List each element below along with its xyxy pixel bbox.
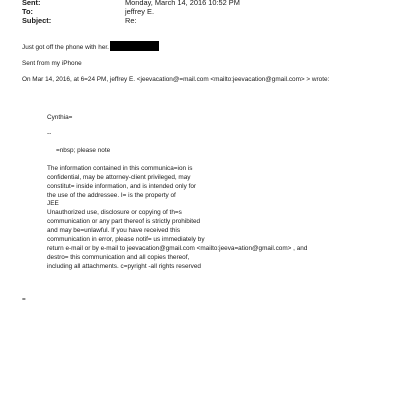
disclaimer-line: destro= this communication and all copies thereof, xyxy=(47,254,190,261)
disclaimer-line: The information contained in this communica=ion is xyxy=(47,165,193,172)
subject-label: Subject: xyxy=(22,16,52,25)
to-label: To: xyxy=(22,7,33,16)
disclaimer-line: confidential, may be attorney-client privileged, may xyxy=(47,174,191,181)
disclaimer-line: Unauthorized use, disclosure or copying of th=s xyxy=(47,209,182,216)
opening-text: Just got off the phone with her. xyxy=(22,44,109,51)
quote-intro-line: On Mar 14, 2016, at 6=24 PM, jeffrey E. <jeevacation@=mail.com <mailto:jeevacation@gmail.com> > wrote: xyxy=(22,76,330,83)
signature-line: Sent from my iPhone xyxy=(22,60,82,67)
redaction-block xyxy=(110,41,159,51)
to-value: jeffrey E. xyxy=(125,7,155,16)
disclaimer-line: and may be=unlawful. If you have received this xyxy=(47,227,181,234)
disclaimer-line: communication or any part thereof is strictly prohibited xyxy=(47,218,201,225)
disclaimer-line: return e-mail or by e-mail to jeevacation@gmail.com <mailto:jeeva=ation@gmail.com> , and xyxy=(47,245,308,252)
separator-line: -- xyxy=(47,130,52,137)
disclaimer-line: including all attachments. c=pyright -all rights reserved xyxy=(47,263,201,270)
sent-label: Sent: xyxy=(22,0,41,7)
opening-line xyxy=(22,41,159,53)
disclaimer-line: JEE xyxy=(47,200,59,207)
trailing-mark: = xyxy=(22,296,26,303)
disclaimer-line: the use of the addressee. I= is the property of xyxy=(47,192,176,199)
disclaimer-line: communication in error, please notif= us immediately by xyxy=(47,236,205,243)
subject-value: Re: xyxy=(125,16,137,25)
salutation-line: Cynthia= xyxy=(47,114,73,121)
sent-value: Monday, March 14, 2016 10:52 PM xyxy=(125,0,240,7)
disclaimer-line: constitut= inside information, and is intended only for xyxy=(47,183,197,190)
nbsp-note-line: =nbsp; please note xyxy=(56,147,111,154)
